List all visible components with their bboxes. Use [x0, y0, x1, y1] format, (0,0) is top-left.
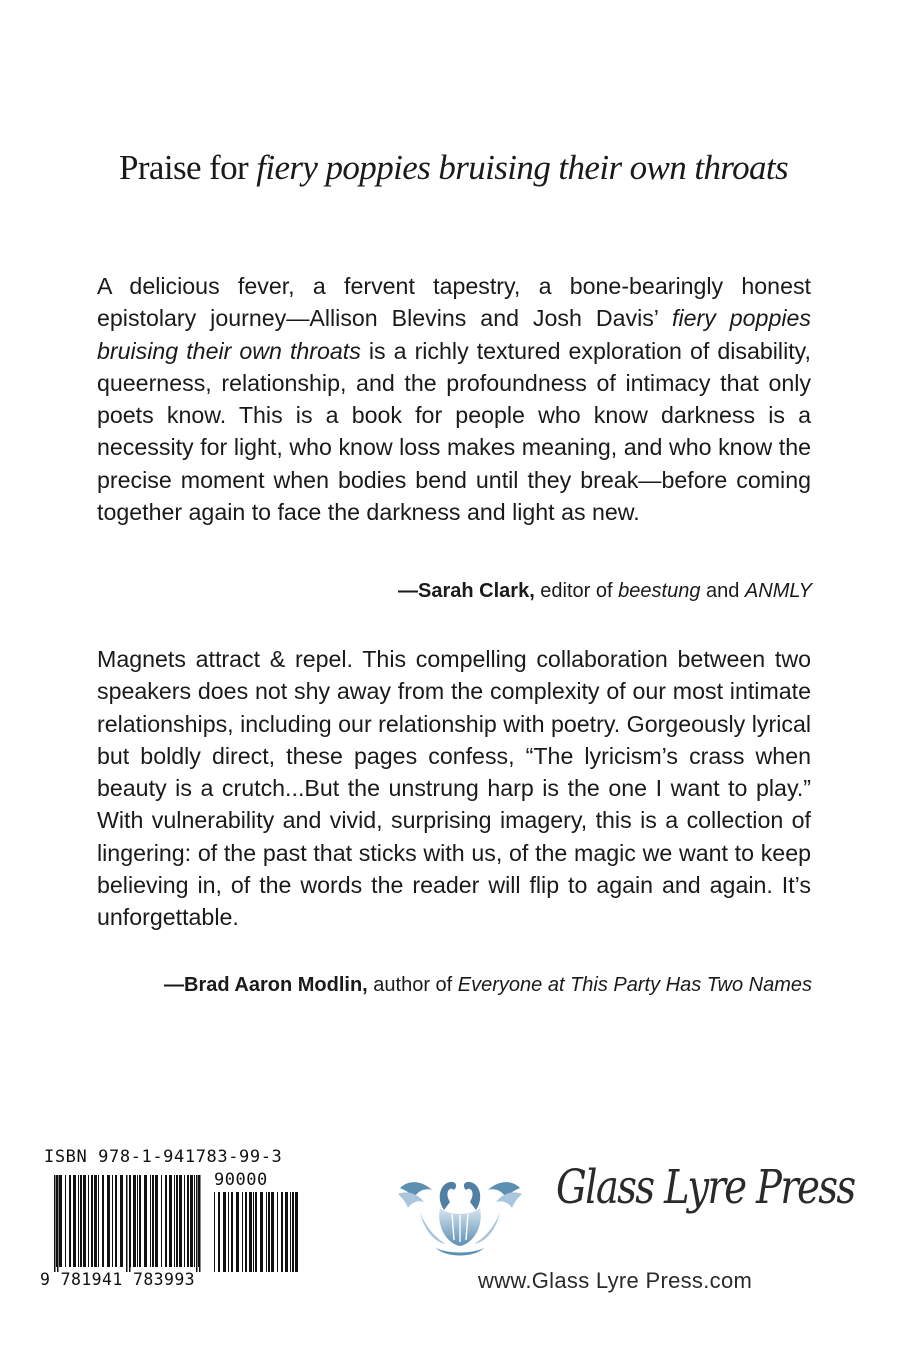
barcode-bar [231, 1192, 233, 1272]
blurb-2: Magnets attract & repel. This compelling collaboration between two speakers does not shy away from the complexity of our most intimate relationships, including our relationship with poetry. Gorgeously lyrical but boldly direct, these pages confess, “The lyricism’s crass when beauty is a crutch...But the unstrung harp is the one I want to play.” With vulnerability and vivid, surprising imagery, this is a collection of lingering: of the past that sticks with us, of the magic we want to keep believing in, of the words the reader will flip to again and again. It’s unforgettable. [97, 646, 811, 931]
barcode-bar [260, 1192, 263, 1272]
barcode-bar [190, 1175, 193, 1267]
barcode-bar [65, 1175, 66, 1267]
barcode-bar [88, 1175, 89, 1267]
barcode-bar [137, 1175, 138, 1267]
blurb-1-author: —Sarah Clark, [398, 580, 535, 602]
barcode-bar [165, 1175, 167, 1267]
blurb-2-attribution [164, 974, 812, 997]
barcode-bar [290, 1192, 291, 1272]
barcode-bar [94, 1175, 97, 1267]
barcode-bar [184, 1175, 185, 1267]
blurb-1-book-title: fiery poppies bruising their own throats [97, 305, 811, 364]
barcode-bar [144, 1175, 147, 1267]
blurb-1-work-2: ANMLY [744, 580, 812, 602]
isbn-label: ISBN 978-1-941783-99-3 [44, 1147, 283, 1167]
swan-lyre-icon [396, 1168, 524, 1258]
barcode-guard-bar [199, 1175, 201, 1272]
barcode-bar [112, 1175, 113, 1267]
publisher-name: Glass Lyre Press [556, 1160, 855, 1215]
barcode-guard-bar [129, 1175, 131, 1272]
barcode-bar [295, 1192, 298, 1272]
blurb-1 [97, 270, 811, 528]
barcode-bar [152, 1175, 154, 1267]
barcode-bar [59, 1175, 62, 1267]
heading-book-title: fiery poppies bruising their own throats [256, 148, 789, 187]
barcode-bar [277, 1192, 278, 1272]
barcode-bar [218, 1192, 220, 1272]
barcode-bar [268, 1192, 270, 1272]
barcode-bar [255, 1192, 257, 1272]
barcode-bar [83, 1175, 86, 1267]
barcode-guard-bar [196, 1175, 198, 1272]
barcode-bar [176, 1175, 178, 1267]
blurb-2-role: author of [367, 974, 458, 996]
barcode-bar [285, 1192, 288, 1272]
barcode-bar [242, 1192, 243, 1272]
blurb-1-role: editor of [534, 580, 619, 602]
barcode-bar [179, 1175, 182, 1267]
barcode-bar [187, 1175, 189, 1267]
barcode-bar [223, 1192, 226, 1272]
barcode-bar [78, 1175, 79, 1267]
barcode-guard-bar [54, 1175, 56, 1272]
barcode-bar [150, 1175, 151, 1267]
barcode-bar [98, 1175, 99, 1267]
barcode-bar [115, 1175, 117, 1267]
barcode-bar [245, 1192, 247, 1272]
blurb-2-author: —Brad Aaron Modlin, [164, 974, 368, 996]
blurb-1-text-b: is a richly textured exploration of disability, queerness, relationship, and the profoundness of intimacy that only poets know. This is a book for people who know darkness is a necessity for light, who know loss makes meaning, and who know the precise moment when bodies bend until they break—before coming together again to face the darkness and light as new. [97, 337, 811, 526]
barcode-bar [266, 1192, 267, 1272]
barcode-bar [253, 1192, 254, 1272]
praise-heading [0, 148, 907, 188]
price-addon: 90000 [214, 1170, 268, 1190]
barcode-bar [69, 1175, 71, 1267]
barcode-bar [271, 1192, 274, 1272]
heading-prefix: Praise for [118, 148, 257, 187]
barcode-bar [169, 1175, 172, 1267]
barcode-bar [139, 1175, 141, 1267]
barcode-bar [161, 1175, 162, 1267]
barcode-guard-bar [57, 1175, 59, 1272]
barcode-bar [249, 1192, 252, 1272]
barcode-bar [91, 1175, 93, 1267]
barcode-bar [194, 1175, 195, 1267]
barcode-bar [80, 1175, 82, 1267]
barcode-bar [174, 1175, 175, 1267]
barcode-bar [133, 1175, 136, 1267]
barcode-bar [107, 1175, 110, 1267]
barcode-bar [292, 1192, 294, 1272]
barcode-bar [281, 1192, 283, 1272]
barcode-digits: 9 781941 783993 [40, 1270, 196, 1289]
blurb-1-attribution [398, 580, 812, 603]
barcode-bar [102, 1175, 104, 1267]
barcode-bar [228, 1192, 229, 1272]
isbn-barcode [40, 1147, 302, 1287]
blurb-2-work: Everyone at This Party Has Two Names [457, 974, 812, 996]
barcode-guard-bar [126, 1175, 128, 1272]
barcode-bar [236, 1192, 239, 1272]
barcode-bar [155, 1175, 158, 1267]
barcode-bar [214, 1192, 215, 1272]
barcode-bar [73, 1175, 76, 1267]
barcode-bar [120, 1175, 123, 1267]
blurb-1-work-1: beestung [618, 580, 701, 602]
blurb-1-joiner: and [700, 580, 745, 602]
publisher-url: www.Glass Lyre Press.com [478, 1268, 753, 1293]
blurb-1-text-a: A delicious fever, a fervent tapestry, a bone-bearingly honest epistolary journey—Allison Blevins and Josh Davis’ [97, 273, 811, 332]
